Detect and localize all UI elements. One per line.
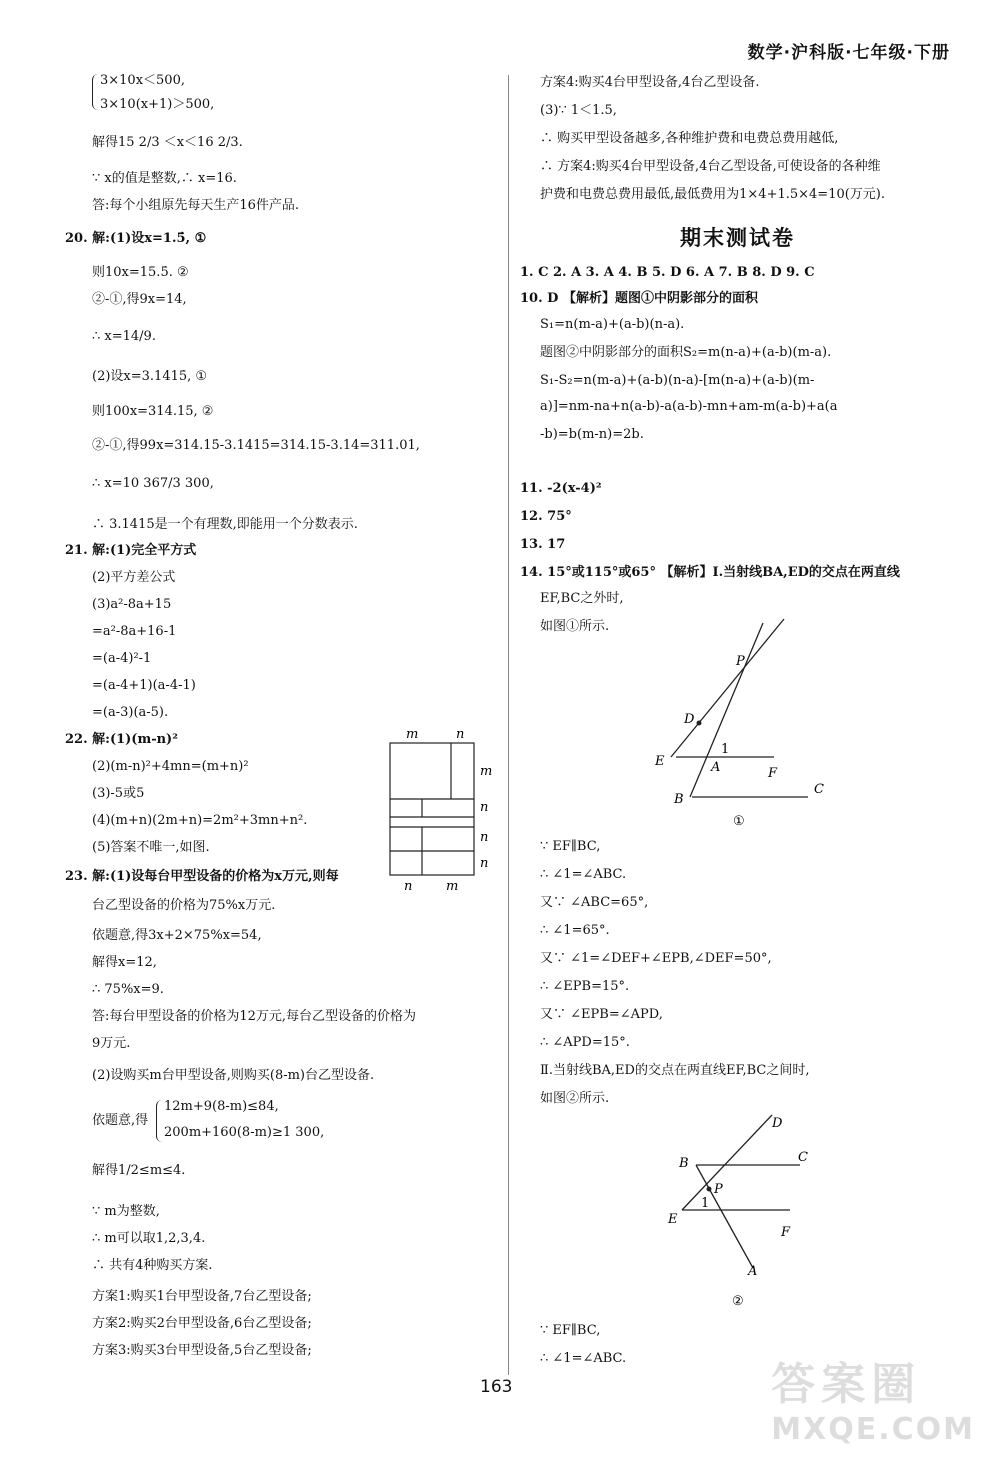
line: 200m+160(8-m)≥1 300, — [164, 1125, 325, 1140]
line: (2)平方差公式 — [92, 570, 176, 585]
line: 又∵ ∠ABC=65°, — [540, 895, 649, 910]
line: 14. 15°或115°或65° 【解析】Ⅰ.当射线BA,ED的交点在两直线 — [520, 565, 900, 580]
line: 3×10x＜500, — [100, 73, 185, 88]
line: 方案3:购买3台甲型设备,5台乙型设备; — [92, 1343, 312, 1358]
fig-label: E — [668, 1212, 678, 1227]
line: ②-①,得99x=314.15̇-3.1415̇=314.15-3.14=311.01, — [92, 438, 420, 453]
fig-caption: ② — [732, 1294, 744, 1309]
line: 则100x=314.15̇, ② — [92, 404, 214, 419]
page-number: 163 — [480, 1377, 513, 1397]
line: ∵ EF∥BC, — [540, 839, 601, 854]
line: 依题意,得 — [92, 1113, 149, 1128]
line: ∵ m为整数, — [92, 1204, 160, 1219]
line: ∴ 购买甲型设备越多,各种维护费和电费总费用越低, — [540, 131, 839, 146]
fig-label: C — [814, 782, 824, 797]
point-marker — [697, 721, 702, 726]
line: 13. 17 — [520, 537, 566, 552]
watermark — [771, 1348, 975, 1447]
point-marker — [707, 1187, 712, 1192]
line: 3×10(x+1)＞500, — [100, 97, 215, 112]
line: 23. 解:(1)设每台甲型设备的价格为x万元,则每 — [65, 869, 339, 884]
line: 解得15 2/3 ＜x＜16 2/3. — [92, 135, 243, 150]
line: ∴ ∠1=65°. — [540, 923, 610, 938]
running-header: 数学·沪科版·七年级·下册 — [747, 43, 950, 63]
line: (2)设购买m台甲型设备,则购买(8-m)台乙型设备. — [92, 1068, 375, 1083]
line: 答:每个小组原先每天生产16件产品. — [92, 198, 300, 213]
line: S₁=n(m-a)+(a-b)(n-a). — [540, 317, 685, 332]
line: 20. 解:(1)设x=1.5̇, ① — [65, 231, 207, 246]
grid-label: n — [480, 830, 489, 845]
line: 方案4:购买4台甲型设备,4台乙型设备. — [540, 75, 760, 90]
fig-label: A — [711, 760, 721, 775]
fig-label: D — [684, 712, 695, 727]
line: 答:每台甲型设备的价格为12万元,每台乙型设备的价格为 — [92, 1009, 417, 1024]
grid-label: m — [446, 879, 459, 894]
line: (3)a²-8a+15 — [92, 597, 172, 612]
fig-label: E — [655, 754, 665, 769]
line: 如图②所示. — [540, 1091, 610, 1106]
fig-label: 1 — [701, 1196, 710, 1211]
fig-label: P — [714, 1182, 723, 1197]
section-title: 期末测试卷 — [680, 226, 795, 250]
geometry-figure-2 — [660, 1105, 830, 1315]
line: ∴ 3.1415̇是一个有理数,即能用一个分数表示. — [92, 517, 358, 532]
line: EF,BC之外时, — [540, 591, 624, 606]
column-divider — [508, 75, 509, 1375]
line: 9万元. — [92, 1036, 131, 1051]
line: ∴ ∠APD=15°. — [540, 1035, 630, 1050]
line: 如图①所示. — [540, 619, 610, 634]
line: 解得x=12, — [92, 955, 157, 970]
line: a)]=nm-na+n(a-b)-a(a-b)-mn+am-m(a-b)+a(a — [540, 399, 838, 414]
line: =(a-3)(a-5). — [92, 705, 169, 720]
line: (5)答案不唯一,如图. — [92, 840, 210, 855]
line: ②-①,得9x=14, — [92, 292, 187, 307]
line: 解得1/2≤m≤4. — [92, 1163, 186, 1178]
line: 又∵ ∠1=∠DEF+∠EPB,∠DEF=50°, — [540, 951, 772, 966]
line: ∵ EF∥BC, — [540, 1323, 601, 1338]
line: =a²-8a+16-1 — [92, 624, 177, 639]
line: 依题意,得3x+2×75%x=54, — [92, 928, 262, 943]
grid-label: n — [404, 879, 413, 894]
line: 题图②中阴影部分的面积S₂=m(n-a)+(a-b)(m-a). — [540, 345, 832, 360]
fig-label: C — [798, 1150, 808, 1165]
fig-label: D — [772, 1116, 783, 1131]
line: ∴ ∠1=∠ABC. — [540, 1351, 627, 1366]
line: (2)设x=3.14̇15̇, ① — [92, 369, 208, 384]
line: =(a-4)²-1 — [92, 651, 152, 666]
line: (2)(m-n)²+4mn=(m+n)² — [92, 759, 249, 774]
fig-label: B — [679, 1156, 689, 1171]
line: 护费和电费总费用最低,最低费用为1×4+1.5×4=10(万元). — [540, 187, 886, 202]
line: 21. 解:(1)完全平方式 — [65, 543, 197, 558]
watermark-en: MXQE.COM — [771, 1412, 975, 1447]
line: -b)=b(m-n)=2b. — [540, 427, 644, 442]
line: 方案1:购买1台甲型设备,7台乙型设备; — [92, 1289, 312, 1304]
line: 方案2:购买2台甲型设备,6台乙型设备; — [92, 1316, 312, 1331]
fig-label: B — [674, 792, 684, 807]
line: ∴ x=10 367/3 300, — [92, 476, 214, 491]
grid-label: m — [406, 727, 419, 742]
line: ∴ ∠EPB=15°. — [540, 979, 630, 994]
line: (3)∵ 1＜1.5, — [540, 103, 617, 118]
grid-label: n — [480, 800, 489, 815]
geometry-figure-1 — [640, 615, 860, 835]
fig-label: 1 — [721, 742, 730, 757]
line: 11. -2(x-4)² — [520, 481, 602, 496]
line: ∴ x=14/9. — [92, 329, 156, 344]
line: 又∵ ∠EPB=∠APD, — [540, 1007, 663, 1022]
line: (4)(m+n)(2m+n)=2m²+3mn+n². — [92, 813, 308, 828]
grid-figure — [370, 725, 500, 895]
line: 12. 75° — [520, 509, 572, 524]
line: ∴ 共有4种购买方案. — [92, 1258, 213, 1273]
line: ∴ 方案4:购买4台甲型设备,4台乙型设备,可使设备的各种维 — [540, 159, 881, 174]
line: S₁-S₂=n(m-a)+(a-b)(n-a)-[m(n-a)+(a-b)(m- — [540, 373, 815, 388]
line: Ⅱ.当射线BA,ED的交点在两直线EF,BC之间时, — [540, 1063, 810, 1078]
line: ∴ ∠1=∠ABC. — [540, 867, 627, 882]
line: 22. 解:(1)(m-n)² — [65, 732, 178, 747]
grid-label: m — [480, 764, 493, 779]
grid-label: n — [480, 856, 489, 871]
fig-label: A — [748, 1264, 758, 1279]
fig-caption: ① — [733, 814, 745, 829]
fig-label: F — [781, 1225, 791, 1240]
brace-system-2 — [156, 1100, 163, 1142]
brace-system-1 — [92, 74, 99, 110]
line: 10. D 【解析】题图①中阴影部分的面积 — [520, 291, 758, 306]
line: =(a-4+1)(a-4-1) — [92, 678, 196, 693]
line: ∴ m可以取1,2,3,4. — [92, 1231, 206, 1246]
line: 台乙型设备的价格为75%x万元. — [92, 898, 276, 913]
line: 1. C 2. A 3. A 4. B 5. D 6. A 7. B 8. D 9. C — [520, 265, 815, 280]
grid-label: n — [456, 727, 465, 742]
line: (3)-5或5 — [92, 786, 145, 801]
fig-label: F — [768, 766, 778, 781]
line: 则10x=15.5̇. ② — [92, 265, 189, 280]
line: ∴ 75%x=9. — [92, 982, 164, 997]
line: 12m+9(8-m)≤84, — [164, 1099, 279, 1114]
watermark-cn: 答案圈 — [771, 1359, 922, 1410]
fig-label: P — [736, 654, 745, 669]
line: ∵ x的值是整数,∴ x=16. — [92, 171, 237, 186]
